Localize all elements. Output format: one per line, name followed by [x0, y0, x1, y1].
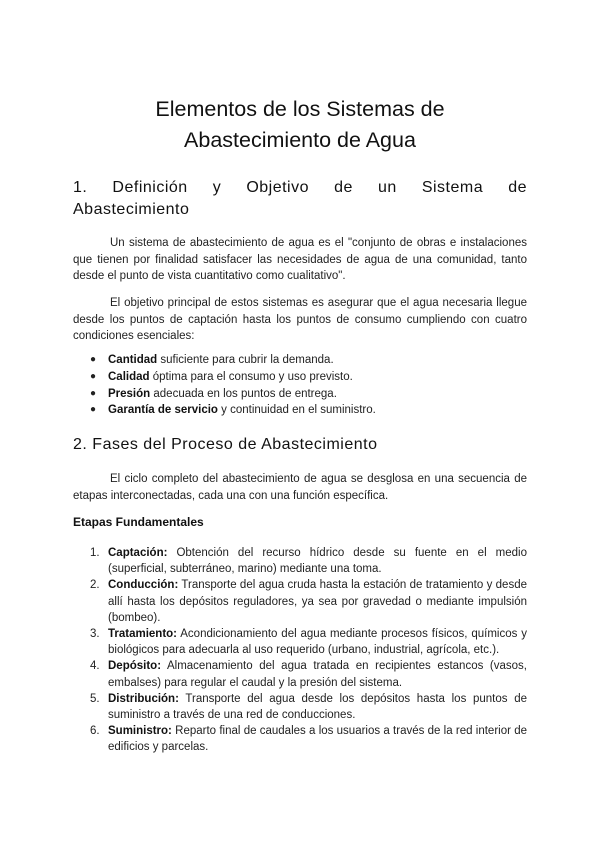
list-item-text: adecuada en los puntos de entrega. — [150, 387, 337, 400]
section-1-heading-line-2: Abastecimiento — [73, 201, 190, 218]
section-2-paragraph: El ciclo completo del abastecimiento de agua se desglosa en una secuencia de etapas interconectadas, cada una con una función específica. — [73, 473, 527, 502]
list-item — [90, 545, 527, 577]
section-1-paragraph-1: Un sistema de abastecimiento de agua es el "conjunto de obras e instalaciones que tienen por finalidad satisfacer las necesidades de agua de una comunidad, tanto desde el punto de vista cuantitativo como cualitativo". — [73, 237, 527, 282]
list-item-number: 1. — [90, 547, 100, 559]
list-item-text: Obtención del recurso hídrico desde su fuente en el medio (superficial, subterráneo, marino) mediante una toma. — [108, 547, 527, 576]
list-item-term: Garantía de servicio — [108, 404, 218, 417]
list-item — [90, 658, 527, 690]
list-item — [90, 402, 520, 419]
list-item-text: Acondicionamiento del agua mediante procesos físicos, químicos y biológicos para adecuarla al uso requerido (urbano, industrial, agrícola, etc.). — [108, 628, 527, 657]
document-title — [70, 94, 530, 156]
list-item-text: Transporte del agua desde los depósitos hasta los puntos de suministro a través de una red de conducciones. — [108, 692, 527, 722]
conditions-list — [90, 352, 520, 419]
section-1-heading — [73, 177, 527, 221]
list-item-term: Cantidad — [108, 354, 158, 366]
list-item-text: Transporte del agua cruda hasta la estación de tratamiento y desde allí hasta los depósitos reguladores, ya sea por gravedad o mediante impulsión (bombeo). — [108, 579, 527, 624]
section-2-heading: 2. Fases del Proceso de Abastecimiento — [73, 436, 378, 453]
list-item — [90, 369, 520, 386]
section-2-subheading: Etapas Fundamentales — [73, 515, 204, 529]
bullet-icon: ● — [90, 354, 97, 365]
list-item — [90, 723, 527, 755]
list-item-text: óptima para el consumo y uso previsto. — [149, 370, 353, 383]
bullet-icon: ● — [90, 370, 97, 382]
list-item-text: Almacenamiento del agua tratada en recipientes estancos (vasos, embalses) para regular el caudal y la presión del sistema. — [108, 660, 527, 689]
list-item-term: Presión — [108, 387, 151, 400]
section-1-heading-line-1: 1. Definición y Objetivo de un Sistema de — [73, 179, 527, 196]
list-item-term: Distribución: — [108, 692, 179, 705]
list-item-text: y continuidad en el suministro. — [217, 404, 376, 417]
list-item-number: 2. — [90, 579, 100, 592]
list-item-number: 3. — [90, 628, 100, 641]
list-item — [90, 352, 520, 369]
section-1-paragraph-2: El objetivo principal de estos sistemas es asegurar que el agua necesaria llegue desde los puntos de captación hasta los puntos de consumo cumpliendo con cuatro condiciones esenciales: — [73, 297, 527, 342]
list-item-number: 6. — [90, 725, 100, 738]
stages-list — [90, 545, 527, 756]
title-line-1: Elementos de los Sistemas de — [155, 97, 445, 121]
list-item-number: 5. — [90, 692, 100, 705]
list-item-term: Captación: — [108, 547, 168, 559]
list-item-term: Tratamiento: — [108, 628, 178, 641]
list-item-text: suficiente para cubrir la demanda. — [157, 354, 334, 366]
list-item — [90, 577, 527, 626]
title-line-2: Abastecimiento de Agua — [184, 128, 416, 152]
list-item — [90, 386, 520, 403]
list-item-text: Reparto final de caudales a los usuarios a través de la red interior de edificios y parcelas. — [108, 725, 527, 754]
list-item — [90, 626, 527, 658]
bullet-icon: ● — [90, 387, 97, 399]
list-item — [90, 691, 527, 723]
list-item-term: Depósito: — [108, 660, 162, 673]
list-item-number: 4. — [90, 660, 100, 673]
bullet-icon: ● — [90, 404, 97, 416]
list-item-term: Calidad — [108, 370, 150, 383]
list-item-term: Suministro: — [108, 725, 172, 738]
list-item-term: Conducción: — [108, 579, 179, 592]
